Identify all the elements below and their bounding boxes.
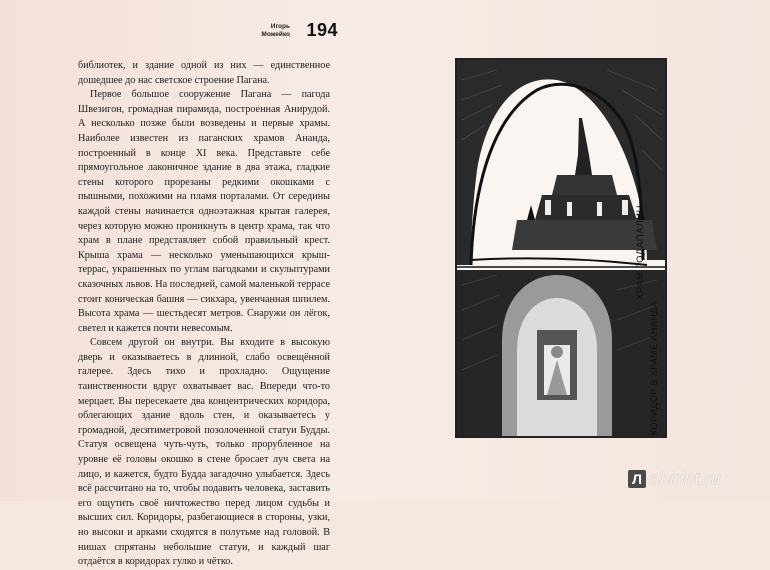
- body-text: [78, 59, 330, 570]
- caption-bottom: КОРИДОР В ХРАМЕ АНАНДА: [649, 300, 659, 435]
- labirint-logo-icon: Л: [628, 470, 646, 488]
- temple-drawing: [457, 60, 665, 436]
- page-header: [258, 22, 338, 42]
- watermark: [628, 468, 721, 490]
- author-last-name: Можейко: [261, 30, 290, 38]
- paragraph-2: Первое большое сооружение Пагана — пагода Швезигон, громадная пирамида, построенная Анирудой. А несколько позже были возведены и первые храмы. Наиболее известен из паганских храмов Ананда, построенный в конце XI века. Представьте себе прямоугольное лаконичное здание в два этажа, гладкие стены которого прорезаны редкими окошками с пышными, похожими на пламя порталами. От середины каждой стены начинается одноэтажная крытая галерея, через которую можно проникнуть в центр храма, так что храм в плане представляет собой правильный крест. Крыша храма — несколько уменьшающихся крыш-террас, украшенных по углам пагодками и скульптурами сказочных львов. На последней, самой маленькой террасе стоит коническая башня — сикхара, увенчанная шпилем. Высота храма — шестьдесят метров. Снаружи он лёгок, светел и кажется почти невесомым.: [78, 89, 330, 334]
- author-first-name: Игорь: [270, 23, 290, 30]
- illustration: [455, 58, 667, 438]
- watermark-text: abirint.ru: [650, 469, 722, 488]
- page-number: 194: [306, 20, 338, 40]
- paragraph-1: библиотек, и здание одной из них — единственное дошедшее до нас светское строение Пагана.: [78, 60, 330, 86]
- author-name: [261, 23, 290, 38]
- paragraph-3: Совсем другой он внутри. Вы входите в высокую дверь и оказываетесь в длинной, слабо освещённой галерее. Здесь тихо и прохладно. Ощущение таинственности вдруг охватывает вас. Впереди что-то мерцает. Вы пересекаете два концентрических коридора, облегающих здание вдоль стен, и оказываетесь у громадной, десятиметровой позолоченной статуи Будды. Статуя освещена чуть-чуть, только прорубленное на уровне её головы окошко в стене бросает луч света на лицо, и кажется, будто Будда загадочно улыбается. Здесь всё рассчитано на то, чтобы подавить человека, заставить его ощутить своё ничтожество перед лицом судьбы и высших сил. Коридоры, разбегающиеся в стороны, узки, но высоки и арками сходятся в полутьме над головой. В нишах спрятаны небольшие статуи, и каждый шаг отдаётся в коридорах гулко и чётко.: [78, 337, 330, 568]
- caption-top: ХРАМ ГОДАПАЛИН: [635, 204, 646, 300]
